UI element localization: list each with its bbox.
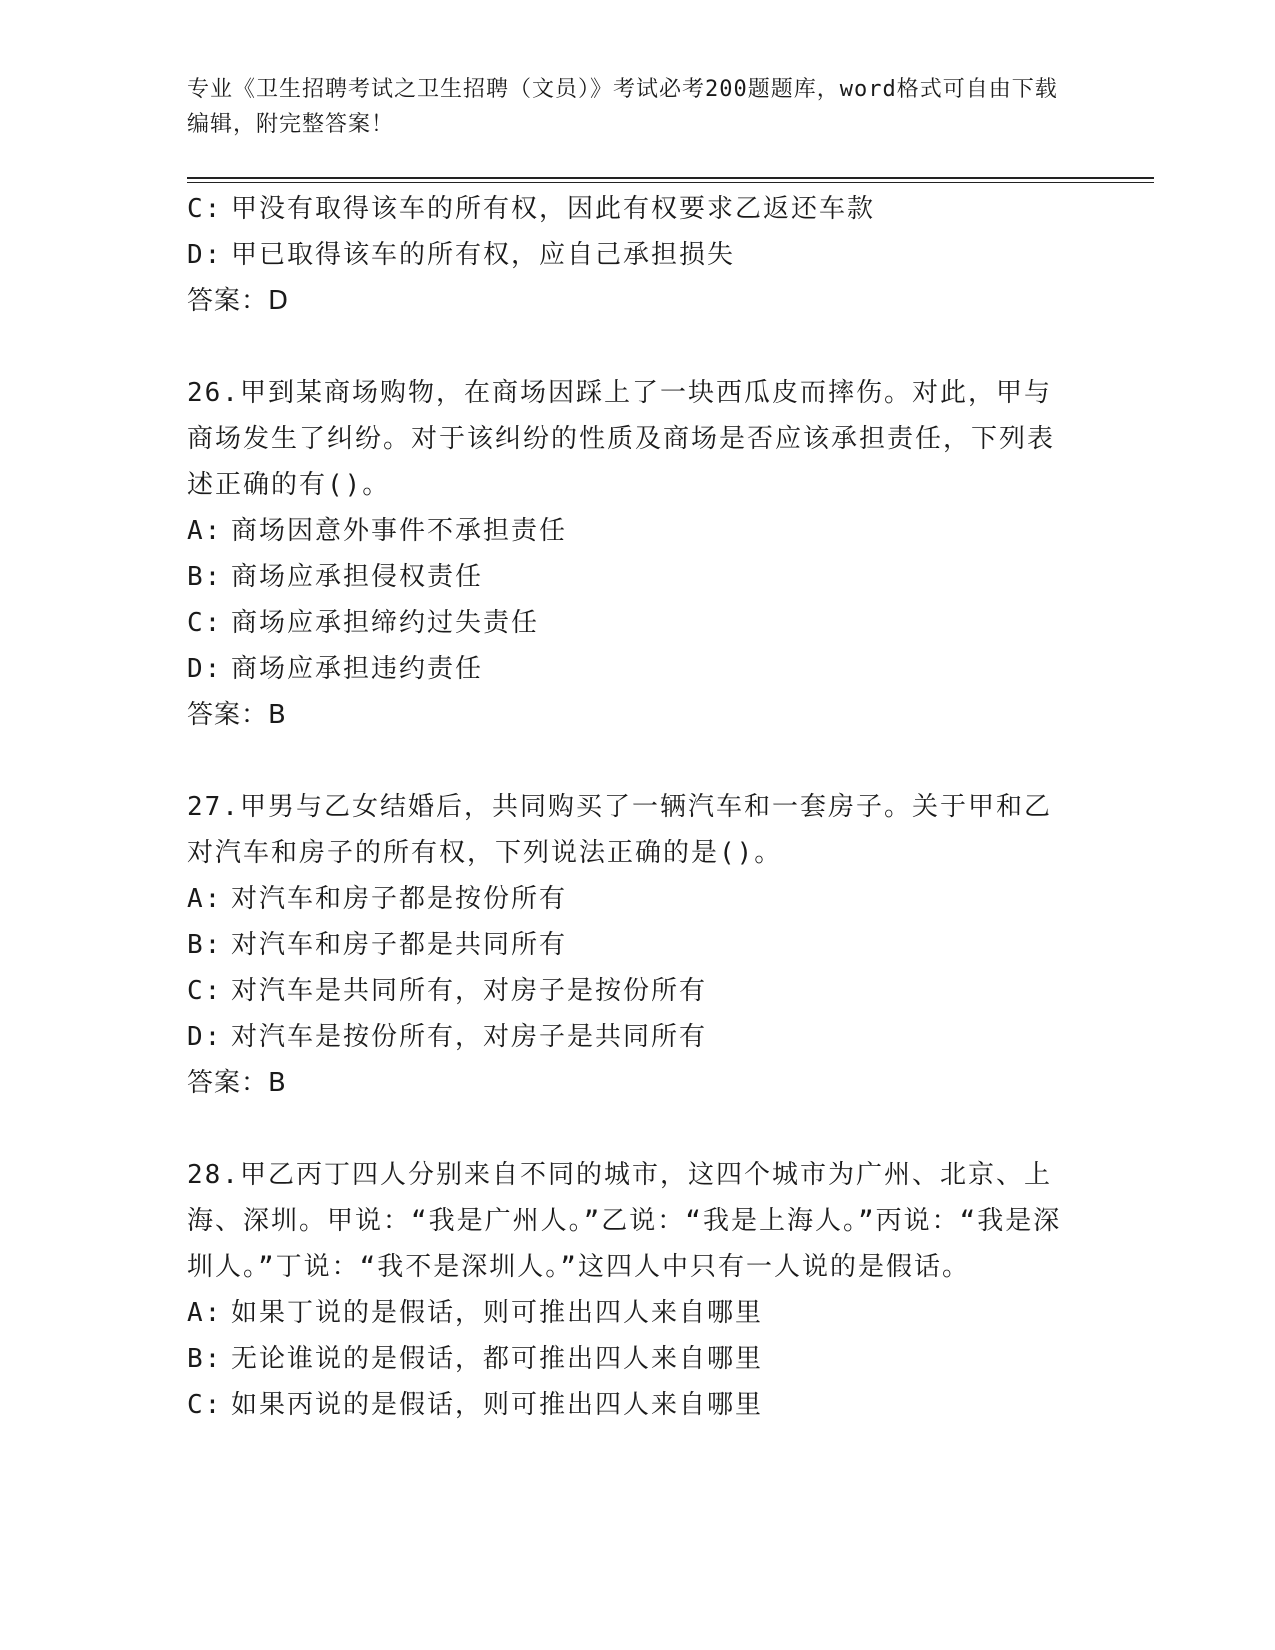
option-d: D: 商场应承担违约责任 [187, 654, 484, 684]
header-rule-thick [187, 177, 1154, 179]
answer: 答案：D [187, 286, 290, 316]
question-stem: 28.甲乙丙丁四人分别来自不同的城市，这四个城市为广州、北京、上海、深圳。甲说：“我是广州人。”乙说：“我是上海人。”丙说：“我是深圳人。”丁说：“我不是深圳人。”这四人中只有一人说的是假话。 [187, 1160, 1062, 1282]
option-text: 对汽车和房子都是按份所有 [231, 884, 568, 914]
answer: 答案：B [187, 1068, 287, 1098]
option-a: A: 如果丁说的是假话，则可推出四人来自哪里 [187, 1298, 764, 1328]
document-header: 专业《卫生招聘考试之卫生招聘（文员）》考试必考200题题库，word格式可自由下载编辑，附完整答案！ [187, 77, 1058, 137]
option-text: 甲没有取得该车的所有权，因此有权要求乙返还车款 [231, 194, 876, 224]
option-b: B: 无论谁说的是假话，都可推出四人来自哪里 [187, 1344, 764, 1374]
option-text: 如果丙说的是假话，则可推出四人来自哪里 [231, 1390, 764, 1420]
option-a: A: 商场因意外事件不承担责任 [187, 516, 568, 546]
option-text: 甲已取得该车的所有权，应自己承担损失 [231, 240, 736, 270]
option-text: 如果丁说的是假话，则可推出四人来自哪里 [231, 1298, 764, 1328]
question-28 [187, 1152, 1077, 1428]
option-b: B: 商场应承担侵权责任 [187, 562, 484, 592]
header-rule-thin [187, 182, 1154, 183]
option-text: 对汽车和房子都是共同所有 [231, 930, 568, 960]
option-a: A: 对汽车和房子都是按份所有 [187, 884, 568, 914]
option-d: D: 对汽车是按份所有，对房子是共同所有 [187, 1022, 708, 1052]
option-text: 对汽车是共同所有，对房子是按份所有 [231, 976, 708, 1006]
option-c: C: 如果丙说的是假话，则可推出四人来自哪里 [187, 1390, 764, 1420]
option-b: B: 对汽车和房子都是共同所有 [187, 930, 568, 960]
option-c: C: 对汽车是共同所有，对房子是按份所有 [187, 976, 708, 1006]
option-c: C: 甲没有取得该车的所有权，因此有权要求乙返还车款 [187, 194, 876, 224]
option-text: 商场应承担侵权责任 [231, 562, 484, 592]
question-content [187, 186, 1077, 1428]
option-text: 无论谁说的是假话，都可推出四人来自哪里 [231, 1344, 764, 1374]
option-text: 商场因意外事件不承担责任 [231, 516, 568, 546]
question-stem: 27.甲男与乙女结婚后，共同购买了一辆汽车和一套房子。关于甲和乙对汽车和房子的所有权，下列说法正确的是()。 [187, 792, 1052, 868]
option-c: C: 商场应承担缔约过失责任 [187, 608, 540, 638]
option-text: 商场应承担违约责任 [231, 654, 484, 684]
question-stem: 26.甲到某商场购物，在商场因踩上了一块西瓜皮而摔伤。对此，甲与商场发生了纠纷。对于该纠纷的性质及商场是否应该承担责任，下列表述正确的有()。 [187, 378, 1056, 500]
option-text: 对汽车是按份所有，对房子是共同所有 [231, 1022, 708, 1052]
option-text: 商场应承担缔约过失责任 [231, 608, 540, 638]
question-26 [187, 370, 1077, 738]
option-d: D: 甲已取得该车的所有权，应自己承担损失 [187, 240, 736, 270]
question-25 [187, 186, 1077, 324]
answer: 答案：B [187, 700, 287, 730]
question-27 [187, 784, 1077, 1106]
